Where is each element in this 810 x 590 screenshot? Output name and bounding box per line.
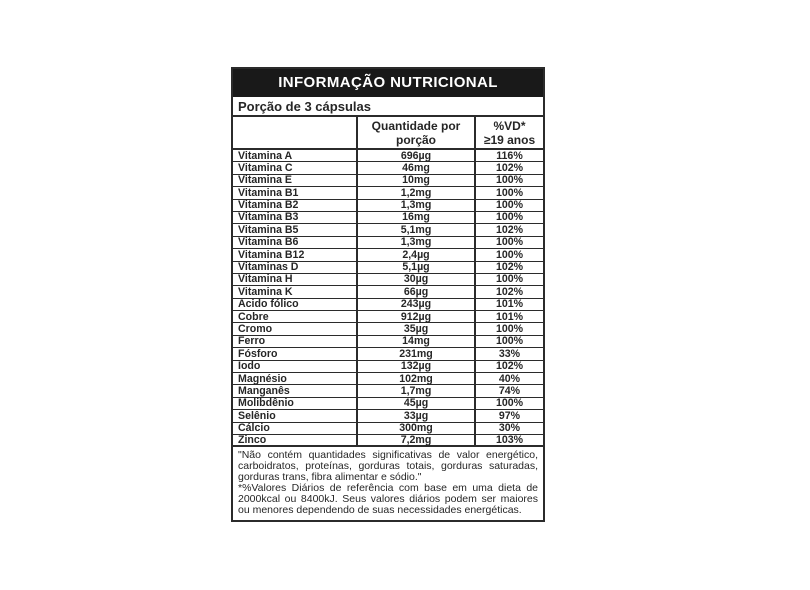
column-header-amount-line1: Quantidade por: [371, 119, 461, 133]
nutrient-row: [233, 274, 543, 286]
nutrient-amount: 132µg: [358, 361, 476, 372]
nutrient-amount: 45µg: [358, 398, 476, 409]
nutrient-name: Vitamina B1: [233, 187, 358, 198]
nutrient-row: [233, 299, 543, 311]
nutrient-name: Vitamina E: [233, 175, 358, 186]
nutrient-daily-value: 30%: [498, 422, 521, 435]
nutrient-row: [233, 286, 543, 298]
nutrient-row: [233, 187, 543, 199]
nutrient-amount: 231mg: [358, 348, 476, 359]
nutrition-label-title: INFORMAÇÃO NUTRICIONAL: [233, 69, 543, 97]
nutrient-daily-value: 100%: [495, 236, 524, 249]
nutrient-amount: 7,2mg: [358, 435, 476, 446]
nutrient-row: [233, 249, 543, 261]
nutrient-daily-value: 100%: [495, 199, 524, 212]
nutrient-name: Cromo: [233, 323, 358, 334]
nutrition-facts-table: [231, 67, 545, 522]
nutrient-amount: 912µg: [358, 311, 476, 322]
nutrient-daily-value: 102%: [495, 261, 524, 274]
footnote-section: [233, 447, 543, 519]
nutrient-rows: [233, 150, 543, 447]
nutrient-name: Iodo: [233, 361, 358, 372]
nutrient-daily-value: 102%: [495, 223, 524, 236]
nutrient-daily-value: 116%: [496, 149, 523, 162]
nutrient-row: [233, 212, 543, 224]
nutrient-daily-value: 102%: [495, 360, 524, 373]
nutrient-daily-value: 103%: [495, 434, 524, 447]
nutrient-row: [233, 200, 543, 212]
nutrient-daily-value: 100%: [495, 174, 524, 187]
nutrient-amount: 102mg: [358, 373, 476, 384]
nutrient-row: [233, 361, 543, 373]
nutrient-row: [233, 348, 543, 360]
nutrient-amount: 300mg: [358, 423, 476, 434]
nutrient-row: [233, 162, 543, 174]
nutrient-amount: 243µg: [358, 299, 476, 310]
nutrient-name: Acido fólico: [233, 299, 358, 310]
nutrient-name: Vitamina B12: [233, 249, 358, 260]
nutrient-row: [233, 224, 543, 236]
nutrient-amount: 1,3mg: [358, 237, 476, 248]
nutrient-name: Vitamina K: [233, 286, 358, 297]
nutrient-daily-value: 40%: [498, 372, 521, 385]
nutrient-row: [233, 237, 543, 249]
nutrient-amount: 16mg: [358, 212, 476, 223]
column-header-nutrient-empty: [233, 117, 358, 148]
nutrient-daily-value: 101%: [495, 298, 524, 311]
column-header-amount: [358, 117, 476, 148]
nutrient-name: Vitamina C: [233, 162, 358, 173]
nutrient-row: [233, 385, 543, 397]
nutrient-name: Vitamina A: [233, 150, 358, 161]
nutrient-amount: 696µg: [358, 150, 476, 161]
nutrient-row: [233, 398, 543, 410]
nutrient-daily-value: 100%: [495, 397, 524, 410]
footnote-no-significant-amounts: "Não contém quantidades significativas de valor energético, carboidratos, proteínas, gorduras totais, gorduras saturadas, gorduras trans, fibra alimentar e sódio.": [238, 449, 538, 484]
column-header-dv-line2: ≥19 anos: [483, 133, 536, 147]
nutrient-daily-value: 100%: [495, 335, 524, 348]
column-header-daily-value: [476, 117, 543, 148]
nutrient-daily-value: 102%: [495, 285, 524, 298]
nutrient-amount: 46mg: [358, 162, 476, 173]
nutrient-amount: 35µg: [358, 323, 476, 334]
nutrient-daily-value: 100%: [495, 186, 524, 199]
nutrient-name: Vitamina B2: [233, 200, 358, 211]
nutrient-row: [233, 262, 543, 274]
column-header-dv-line1: %VD*: [493, 119, 526, 133]
nutrient-row: [233, 373, 543, 385]
nutrient-name: Molibdênio: [233, 398, 358, 409]
nutrient-name: Vitamina H: [233, 274, 358, 285]
nutrient-row: [233, 423, 543, 435]
nutrient-name: Manganês: [233, 385, 358, 396]
nutrient-name: Zinco: [233, 435, 358, 446]
nutrient-daily-value: 100%: [495, 322, 524, 335]
nutrient-daily-value: 100%: [495, 273, 524, 286]
nutrient-amount: 30µg: [358, 274, 476, 285]
nutrient-name: Cobre: [233, 311, 358, 322]
nutrient-daily-value: 97%: [498, 409, 521, 422]
nutrient-amount: 10mg: [358, 175, 476, 186]
footnote-daily-values-reference: *%Valores Diários de referência com base em uma dieta de 2000kcal ou 8400kJ. Seus valores diários podem ser maiores ou menores dependendo de suas necessidades energéticas.: [238, 482, 538, 516]
nutrient-amount: 5,1µg: [358, 262, 476, 273]
nutrient-name: Magnésio: [233, 373, 358, 384]
nutrient-amount: 33µg: [358, 410, 476, 421]
nutrient-daily-value: 101%: [495, 310, 524, 323]
nutrient-amount: 5,1mg: [358, 224, 476, 235]
nutrient-amount: 2,4µg: [358, 249, 476, 260]
nutrient-row: [233, 175, 543, 187]
nutrient-name: Cálcio: [233, 423, 358, 434]
nutrient-name: Selênio: [233, 410, 358, 421]
nutrient-name: Vitaminas D: [233, 262, 358, 273]
nutrient-name: Vitamina B3: [233, 212, 358, 223]
nutrient-name: Ferro: [233, 336, 358, 347]
nutrient-amount: 14mg: [358, 336, 476, 347]
nutrient-daily-value: 102%: [495, 161, 524, 174]
nutrient-daily-value: 100%: [495, 211, 524, 224]
nutrient-name: Vitamina B5: [233, 224, 358, 235]
nutrient-row: [233, 311, 543, 323]
column-header-amount-line2: porção: [395, 133, 436, 147]
nutrient-row: [233, 435, 543, 447]
nutrient-name: Fósforo: [233, 348, 358, 359]
nutrient-amount: 1,7mg: [358, 385, 476, 396]
nutrient-row: [233, 336, 543, 348]
portion-row: Porção de 3 cápsulas: [233, 97, 543, 117]
nutrient-row: [233, 323, 543, 335]
nutrient-amount: 1,2mg: [358, 187, 476, 198]
nutrient-daily-value: 74%: [498, 384, 521, 397]
nutrient-amount: 1,3mg: [358, 200, 476, 211]
nutrient-name: Vitamina B6: [233, 237, 358, 248]
nutrient-daily-value: 33%: [498, 347, 521, 360]
column-header-row: [233, 117, 543, 150]
nutrient-row: [233, 150, 543, 162]
nutrient-daily-value: 100%: [495, 248, 524, 261]
nutrient-row: [233, 410, 543, 422]
nutrient-amount: 66µg: [358, 286, 476, 297]
